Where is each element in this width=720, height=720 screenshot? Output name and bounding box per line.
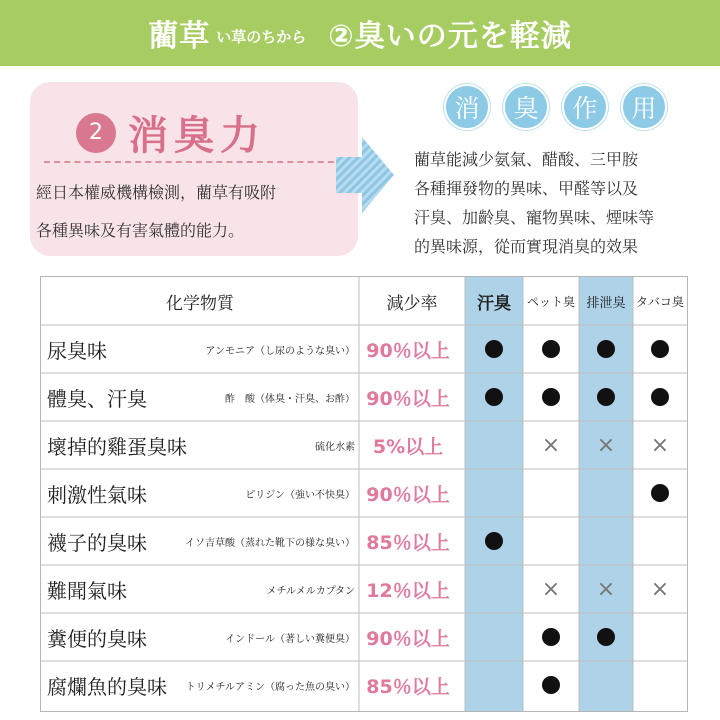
cross-mark-icon: × [596,576,616,602]
odor-name: 刺激性氣味 [47,482,147,507]
empty-cell [465,469,523,517]
effective-dot-icon [579,613,633,661]
empty-cell [465,613,523,661]
empty-cell [633,517,687,565]
panel-heading: 消臭力 [128,113,266,159]
cross-icon [579,565,633,613]
action-line: 的異味源，從而實現消臭的效果 [414,237,639,256]
empty-cell [579,469,633,517]
dot-icon [542,676,560,694]
effective-dot-icon [523,373,579,421]
action-char: 用 [621,84,667,130]
dot-icon [542,388,560,406]
effective-dot-icon [523,661,579,709]
effective-dot-icon [579,325,633,373]
arrow-right-icon [336,135,396,215]
odor-name: 難聞氣味 [47,578,127,603]
odor-name: 腐爛魚的臭味 [47,674,167,699]
action-char: 作 [562,84,608,130]
action-title [444,84,680,130]
cross-mark-icon: × [596,432,616,458]
effective-dot-icon [633,325,687,373]
deodorizing-power-panel [30,82,358,256]
odor-name: 尿臭味 [47,338,107,363]
cross-icon [579,421,633,469]
empty-cell [579,661,633,709]
cross-mark-icon: × [650,432,670,458]
effective-dot-icon [523,325,579,373]
dot-icon [651,340,669,358]
reduction-rate: 12％以上 [366,579,450,602]
action-line: 汗臭、加齡臭、寵物異味、煙味等 [414,208,655,227]
action-line: 各種揮發物的異味、甲醛等以及 [414,179,639,198]
empty-cell [633,613,687,661]
header-substance: 化学物質 [166,293,234,314]
dashed-divider [44,161,344,163]
effective-dot-icon [633,373,687,421]
empty-cell [465,565,523,613]
chemical-name: インドール（著しい糞便臭） [225,633,355,645]
header-tobacco: タバコ臭 [636,294,684,309]
action-line: 藺草能減少氨氣、醋酸、三甲胺 [414,150,639,169]
reduction-rate: 90％以上 [366,627,450,650]
header-excretion: 排泄臭 [586,295,626,311]
banner-content [0,0,720,66]
table-row [41,517,687,565]
effective-dot-icon [633,469,687,517]
table-row [41,421,687,469]
chemical-name: ピリジン（強い不快臭） [245,489,355,501]
chemical-name: 酢 酸（体臭・汗臭、お酢） [225,393,355,405]
dot-icon [597,388,615,406]
dot-icon [597,628,615,646]
odor-reduction-table [40,276,688,712]
reduction-rate: 5%以上 [372,435,444,458]
effective-dot-icon [523,613,579,661]
brand-name: 藺草 [148,19,211,54]
reduction-rate: 90％以上 [366,387,450,410]
chemical-name: メチルメルカプタン [266,585,355,597]
chemical-name: アンモニア（し尿のような臭い） [205,345,355,357]
table-row [41,373,687,421]
chemical-name: 硫化水素 [315,441,355,453]
banner-headline: ②臭いの元を軽減 [328,19,572,54]
reduction-rate: 90％以上 [366,483,450,506]
brand-tagline: い草のちから [216,27,307,46]
effective-dot-icon [579,373,633,421]
table-row [41,325,687,373]
dot-icon [542,628,560,646]
odor-name: 襪子的臭味 [47,530,147,555]
dot-icon [485,532,503,550]
effective-dot-icon [465,373,523,421]
dot-icon [485,340,503,358]
table-row [41,613,687,661]
header-rate: 減少率 [386,293,438,314]
dot-icon [651,388,669,406]
chemical-name: トリメチルアミン（腐った魚の臭い） [185,681,355,693]
dot-icon [485,388,503,406]
odor-name: 體臭、汗臭 [47,386,147,411]
table-row [41,469,687,517]
cross-mark-icon: × [541,576,561,602]
number-badge: 2 [76,113,116,153]
header-sweat: 汗臭 [477,293,511,314]
cross-icon [523,421,579,469]
effective-dot-icon [465,325,523,373]
empty-cell [633,661,687,709]
empty-cell [465,421,523,469]
header-pet: ペット臭 [526,294,575,309]
panel-text-line: 各種異味及有害氣體的能力。 [36,221,245,240]
panel-text-line: 經日本權威機構檢測，藺草有吸附 [36,183,277,202]
odor-name: 糞便的臭味 [47,626,147,651]
cross-mark-icon: × [541,432,561,458]
empty-cell [579,517,633,565]
odor-name: 壞掉的雞蛋臭味 [47,434,187,459]
cross-mark-icon: × [650,576,670,602]
reduction-rate: 85％以上 [366,531,450,554]
dot-icon [542,340,560,358]
reduction-rate: 90％以上 [366,339,450,362]
chemical-name: イソ吉草酸（蒸れた靴下の様な臭い） [185,537,355,549]
empty-cell [523,517,579,565]
empty-cell [465,661,523,709]
effective-dot-icon [465,517,523,565]
table-row [41,661,687,709]
dot-icon [597,340,615,358]
table-row [41,565,687,613]
dot-icon [651,484,669,502]
panel-title [76,104,266,161]
cross-icon [523,565,579,613]
cross-icon [633,565,687,613]
action-char: 臭 [503,84,549,130]
panel-description [36,174,354,250]
reduction-rate: 85％以上 [366,675,450,698]
action-char: 消 [444,84,490,130]
action-description [414,145,710,261]
cross-icon [633,421,687,469]
empty-cell [523,469,579,517]
